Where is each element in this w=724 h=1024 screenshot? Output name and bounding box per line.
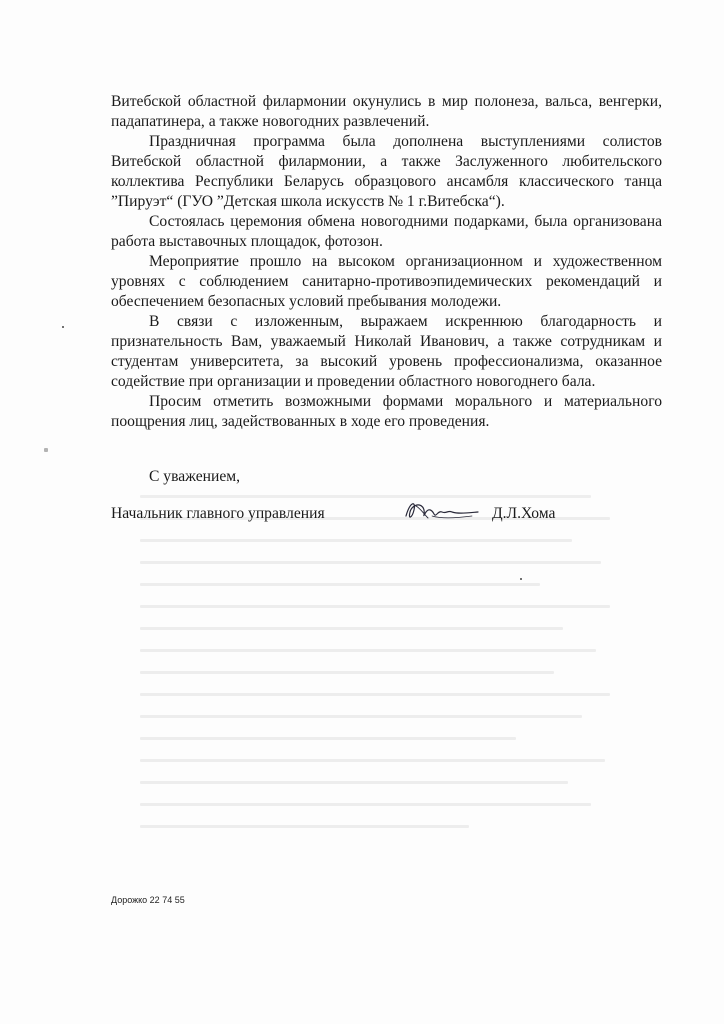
paragraph-4: Мероприятие прошло на высоком организационном и художественном уровнях с соблюдением санитарно-противоэпидемических рекомендаций и обеспечением безопасных условий пребывания молодежи.	[111, 253, 662, 310]
paragraph-2: Праздничная программа была дополнена выступлениями солистов Витебской областной филармонии, а также Заслуженного любительского коллектива Республики Беларусь образцового ансамбля классического танца ”Пируэт“ (ГУО ”Детская школа искусств № 1 г.Витебска“).	[111, 133, 662, 210]
signatory-name: Д.Л.Хома	[492, 505, 556, 522]
paper-speck	[520, 578, 522, 580]
paper-speck	[62, 326, 64, 328]
reverse-side-bleed-through	[140, 495, 610, 965]
letter-body	[111, 92, 662, 432]
paragraph-3: Состоялась церемония обмена новогодними подарками, была организована работа выставочных площадок, фотозон.	[111, 213, 662, 250]
signatory-title: Начальник главного управления	[111, 505, 325, 522]
closing-phrase: С уважением,	[149, 468, 241, 485]
paragraph-5: В связи с изложенным, выражаем искреннюю благодарность и признательность Вам, уважаемый Николай Иванович, а также сотрудникам и студентам университета, за высокий уровень профессионализма, оказанное содействие при организации и проведении областного новогоднего бала.	[111, 313, 662, 390]
handwritten-signature	[402, 496, 482, 526]
paper-speck	[44, 448, 48, 452]
paragraph-6: Просим отметить возможными формами морального и материального поощрения лиц, задействованных в ходе его проведения.	[111, 393, 662, 430]
paragraph-1: Витебской областной филармонии окунулись в мир полонеза, вальса, венгерки, падапатинера, а также новогодних развлечений.	[111, 93, 662, 130]
signature-block	[111, 504, 662, 530]
contact-note: Дорожко 22 74 55	[111, 895, 185, 905]
